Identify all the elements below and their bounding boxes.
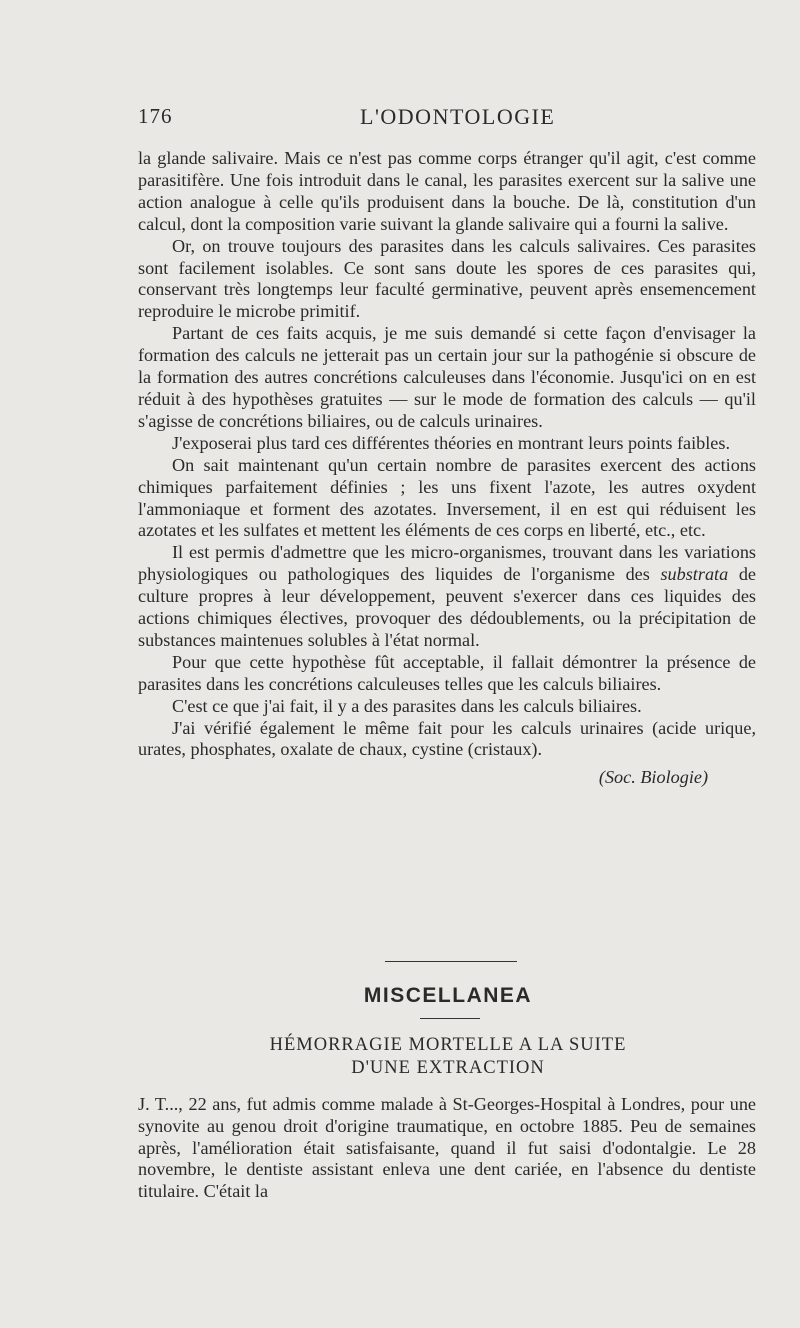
section-title: MISCELLANEA bbox=[363, 984, 533, 1007]
paragraph: Pour que cette hypothèse fût acceptable, il fallait démontrer la présence de parasites dans les concrétions calculeuses telles que les calculs biliaires. bbox=[138, 651, 756, 694]
body-text bbox=[138, 148, 756, 789]
paragraph: J'ai vérifié également le même fait pour les calculs urinaires (acide urique, urates, phosphates, oxalate de chaux, cystine (cristaux). bbox=[138, 717, 756, 760]
article-title-line: HÉMORRAGIE MORTELLE A LA SUITE bbox=[269, 1035, 627, 1055]
divider-rule bbox=[385, 961, 517, 962]
paragraph: la glande salivaire. Mais ce n'est pas comme corps étranger qu'il agit, c'est comme parasitifère. Une fois introduit dans le canal, les parasites exercent sur la salive une action analogue à celle qu'ils produisent dans la bouche. De là, constitution d'un calcul, dont la composition varie suivant la glande salivaire qui a fourni la salive. bbox=[138, 148, 756, 234]
emphasis: substrata bbox=[660, 564, 729, 585]
paragraph: On sait maintenant qu'un certain nombre de parasites exercent des actions chimiques parfaitement définies ; les uns fixent l'azote, les autres oxydent l'ammoniaque et forment des azotates. Inversement, il en est qui réduisent les azotates et les sulfates et mettent les éléments de ces corps en liberté, etc., etc. bbox=[138, 454, 756, 541]
paragraph-text: de culture propres à leur développement, peuvent s'exercer dans ces liquides des actions chimiques électives, provoquer des dédoublements, ou la précipitation de substances maintenues solubles à l'état normal. bbox=[138, 564, 756, 650]
citation: (Soc. Biologie) bbox=[598, 767, 708, 788]
paragraph: J'exposerai plus tard ces différentes théories en montrant leurs points faibles. bbox=[172, 432, 731, 453]
paragraph: J. T..., 22 ans, fut admis comme malade à St-Georges-Hospital à Londres, pour une synovite au genou droit d'origine traumatique, en octobre 1885. Peu de semaines après, l'amélioration était satisfaisante, quand il fut saisi d'odontalgie. Le 28 novembre, le dentiste assistant enleva une dent cariée, en l'absence du dentiste titulaire. C'était la bbox=[138, 1094, 756, 1202]
page-number: 176 bbox=[138, 104, 173, 128]
running-title: L'ODONTOLOGIE bbox=[360, 104, 556, 129]
article-title bbox=[138, 1034, 758, 1080]
paragraph bbox=[138, 542, 756, 652]
paragraph: C'est ce que j'ai fait, il y a des parasites dans les calculs biliaires. bbox=[172, 695, 642, 716]
running-header bbox=[138, 104, 758, 134]
paragraph-text: Il est permis d'admettre que les micro-organismes, trouvant dans les variations physiologiques ou pathologiques des liquides de l'organisme des bbox=[138, 542, 756, 585]
article-body bbox=[138, 1094, 756, 1203]
article-title-line: D'UNE EXTRACTION bbox=[351, 1058, 545, 1078]
paragraph: Or, on trouve toujours des parasites dans les calculs salivaires. Ces parasites sont facilement isolables. Ce sont sans doute les spores de ces parasites qui, conservant très longtemps leur faculté germinative, peuvent après ensemencement reproduire le microbe primitif. bbox=[138, 235, 756, 322]
paragraph: Partant de ces faits acquis, je me suis demandé si cette façon d'envisager la formation des calculs ne jetterait pas un certain jour sur la pathogénie si obscure de la formation des autres concrétions calculeuses dans l'économie. Jusqu'ici on en est réduit à des hypothèses gratuites — sur le mode de formation des calculs — qu'il s'agisse de concrétions biliaires, ou de calculs urinaires. bbox=[138, 323, 756, 431]
divider-rule-short bbox=[420, 1018, 480, 1019]
